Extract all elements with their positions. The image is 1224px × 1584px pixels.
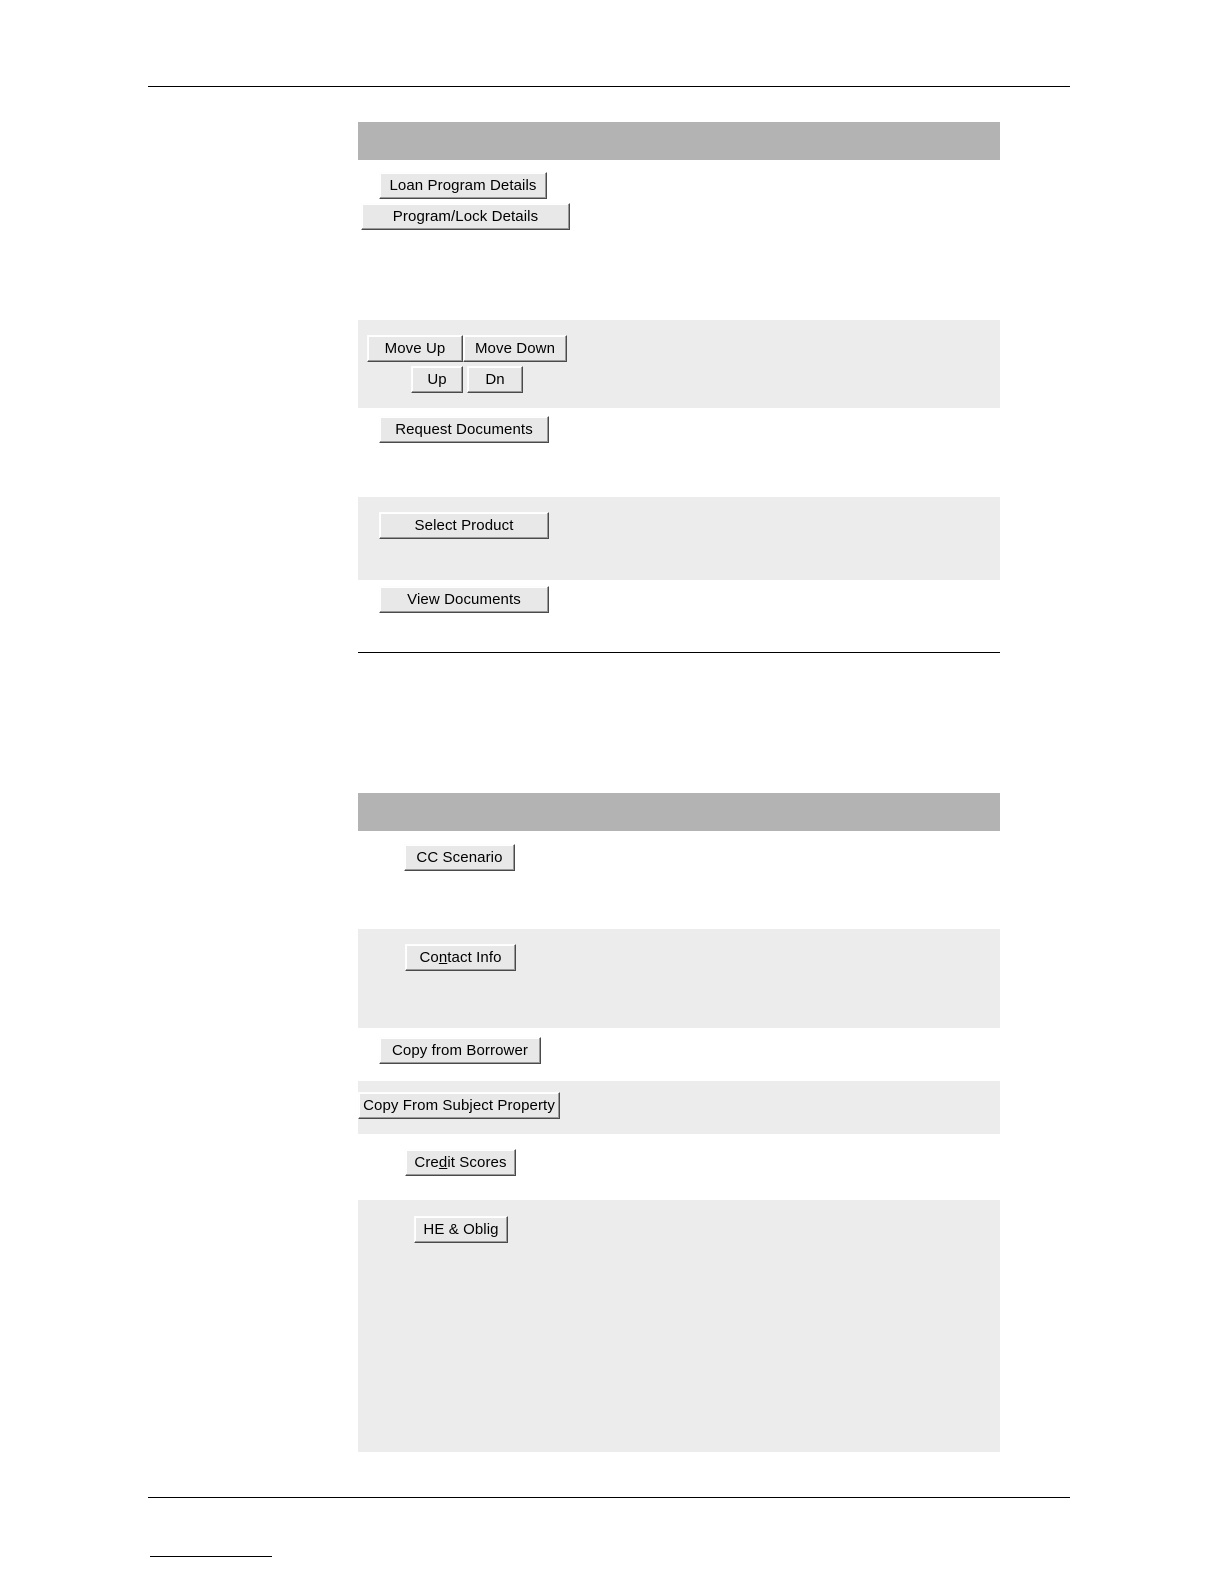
- program-lock-details-label: Program/Lock Details: [392, 208, 539, 225]
- contact-info-label-pre: Co: [419, 949, 439, 966]
- up-button[interactable]: [411, 366, 463, 393]
- section-rule: [358, 652, 1000, 653]
- dn-label: Dn: [485, 371, 505, 388]
- header-rule: [148, 86, 1070, 87]
- table-header-band-1: [358, 122, 1000, 160]
- footnote-rule: [150, 1556, 272, 1557]
- copy-from-borrower-button[interactable]: [379, 1037, 541, 1064]
- table-header-band-2: [358, 793, 1000, 831]
- credit-scores-label-accesskey: d: [438, 1154, 448, 1171]
- dn-button[interactable]: [467, 366, 523, 393]
- request-documents-button[interactable]: [379, 416, 549, 443]
- request-documents-label: Request Documents: [395, 421, 533, 438]
- credit-scores-button[interactable]: [405, 1149, 516, 1176]
- copy-from-subject-property-label: Copy From Subject Property: [363, 1097, 555, 1114]
- table-row-light-1: [358, 320, 1000, 408]
- copy-from-borrower-label: Copy from Borrower: [391, 1042, 528, 1059]
- select-product-label: Select Product: [414, 517, 514, 534]
- cc-scenario-button[interactable]: [404, 844, 515, 871]
- move-down-label: Move Down: [474, 340, 556, 357]
- move-up-label: Move Up: [384, 340, 446, 357]
- loan-program-details-button[interactable]: [379, 172, 547, 199]
- view-documents-button[interactable]: [379, 586, 549, 613]
- credit-scores-label-post: it Scores: [447, 1154, 507, 1171]
- he-and-oblig-label: HE & Oblig: [423, 1221, 499, 1238]
- program-lock-details-button[interactable]: [361, 203, 570, 230]
- loan-program-details-label: Loan Program Details: [389, 177, 537, 194]
- copy-from-subject-property-button[interactable]: [358, 1092, 560, 1119]
- contact-info-label-accesskey: n: [438, 949, 448, 966]
- select-product-button[interactable]: [379, 512, 549, 539]
- footer-rule: [148, 1497, 1070, 1498]
- contact-info-button[interactable]: [405, 944, 516, 971]
- he-and-oblig-button[interactable]: [414, 1216, 508, 1243]
- move-down-button[interactable]: [463, 335, 567, 362]
- view-documents-label: View Documents: [407, 591, 521, 608]
- contact-info-label-post: tact Info: [447, 949, 502, 966]
- up-label: Up: [427, 371, 447, 388]
- move-up-button[interactable]: [367, 335, 463, 362]
- cc-scenario-label: CC Scenario: [416, 849, 503, 866]
- credit-scores-label-pre: Cre: [414, 1154, 439, 1171]
